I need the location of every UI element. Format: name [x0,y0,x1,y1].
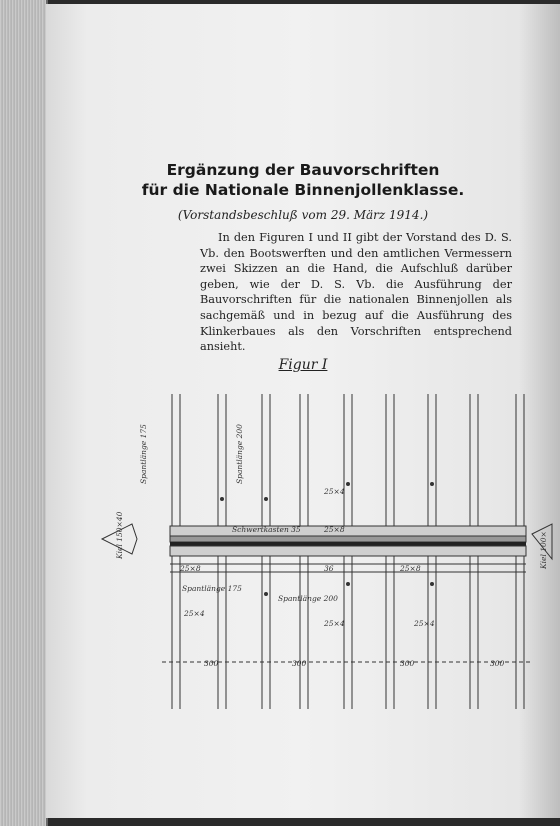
spant-200-lower-label: Spantlänge 200 [278,594,338,603]
book-page-edges [0,0,48,826]
subtitle: (Vorstandsbeschluß vom 29. März 1914.) [177,208,429,222]
spant-175-upper-label: Spantlänge 175 [139,424,148,484]
dim-25x4-left: 25×4 [184,609,205,618]
figure-caption: Figur I [278,357,328,373]
dim-300-4: 300 [490,659,505,668]
spant-175-lower-label: Spantlänge 175 [182,584,242,593]
dim-36: 36 [324,564,334,573]
technical-drawing [92,384,560,724]
dim-25x4-top: 25×4 [324,487,345,496]
dim-25x4-right: 25×4 [414,619,435,628]
dim-300-2: 300 [292,659,307,668]
dim-25x8-left: 25×8 [180,564,201,573]
schwertkasten-label: Schwertkasten 35 [232,525,301,534]
heading-line-1: Ergänzung der Bauvorschriften [166,161,440,179]
kiel-right-label: Kiel 100× [539,531,548,569]
dim-300-3: 300 [400,659,415,668]
document-page [46,4,560,818]
dim-25x4-mid: 25×4 [324,619,345,628]
kiel-left-label: Kiel 150×40 [115,511,124,559]
dim-300-1: 300 [204,659,219,668]
dim-25x8-keel: 25×8 [324,525,345,534]
body-paragraph: In den Figuren I und II gibt der Vorstand des D. S. Vb. den Bootswerften und den amtlichen Vermessern zwei Skizzen an die Hand, die Aufschluß darüber geben, wie der D. S. Vb. die Ausführung der Bauvorschriften für die nationalen Binnenjollen als sachgemäß und in bezug auf die Ausführung des Klinkerbaues als den Vorschriften entsprechend ansieht. [200,231,512,354]
heading-line-2: für die Nationale Binnenjollenklasse. [141,181,465,199]
spant-200-upper-label: Spantlänge 200 [235,424,244,484]
dim-25x8-right: 25×8 [400,564,421,573]
